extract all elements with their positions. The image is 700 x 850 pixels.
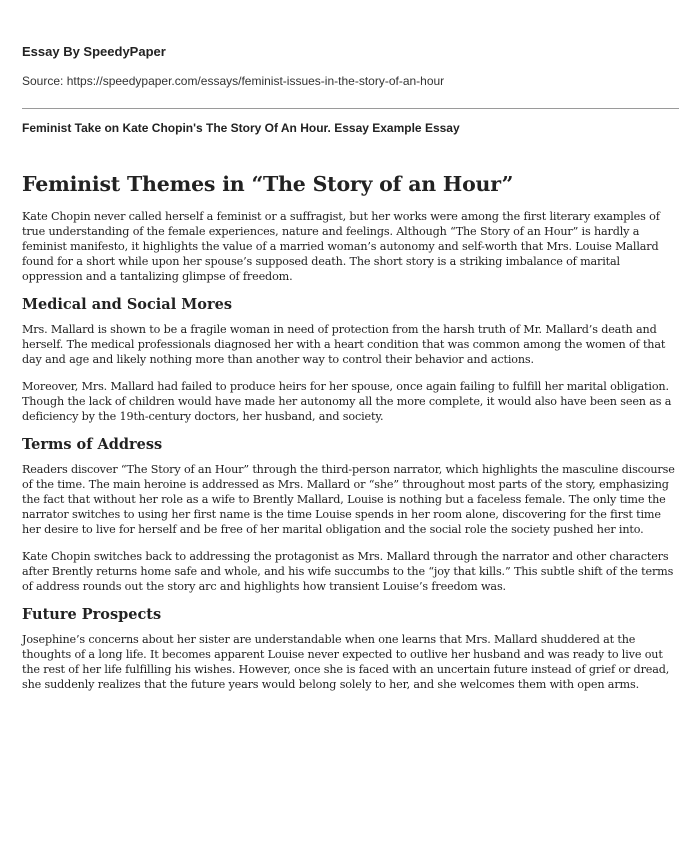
section-heading-future: Future Prospects: [22, 606, 162, 623]
article-body: [22, 172, 682, 704]
source-line: Source: https://speedypaper.com/essays/feminist-issues-in-the-story-of-an-hour: [22, 74, 445, 88]
intro-paragraph: Kate Chopin never called herself a feminist or a suffragist, but her works were among the first literary examples of true understanding of the female experiences, nature and feelings. Although “The Story of an Hour” is hardly a feminist manifesto, it highlights the value of a married woman’s autonomy and self-worth that Mrs. Louise Mallard found for a short while upon her spouse’s supposed death. The short story is a striking imbalance of marital oppression and a tantalizing glimpse of freedom.: [22, 210, 660, 283]
paragraph: Josephine’s concerns about her sister are understandable when one learns that Mrs. Mallard shuddered at the thoughts of a long life. It becomes apparent Louise never expected to outlive her husband and was ready to live out the rest of her life fulfilling his wishes. However, once she is faced with an uncertain future instead of grief or dread, she suddenly realizes that the future years would belong solely to her, and she welcomes them with open arms.: [22, 633, 670, 691]
document-title: Feminist Take on Kate Chopin's The Story Of An Hour. Essay Example Essay: [22, 121, 460, 135]
section-heading-terms: Terms of Address: [22, 436, 163, 453]
article-heading: Feminist Themes in “The Story of an Hour”: [22, 172, 514, 196]
header-title: Essay By SpeedyPaper: [22, 44, 166, 59]
divider: [22, 108, 679, 109]
paragraph: Moreover, Mrs. Mallard had failed to produce heirs for her spouse, once again failing to fulfill her marital obligation. Though the lack of children would have made her autonomy all the more complete, it would also have been seen as a deficiency by the 19th-century doctors, her husband, and society.: [22, 380, 672, 423]
paragraph: Readers discover “The Story of an Hour” through the third-person narrator, which highlights the masculine discourse of the time. The main heroine is addressed as Mrs. Mallard or “she” throughout most parts of the story, emphasizing the fact that without her role as a wife to Brently Mallard, Louise is nothing but a faceless female. The only time the narrator switches to using her first name is the time Louise spends in her room alone, discovering for the first time her desire to live for herself and be free of her marital obligation and the social role the society pushed her into.: [22, 463, 675, 536]
paragraph: Kate Chopin switches back to addressing the protagonist as Mrs. Mallard through the narrator and other characters after Brently returns home safe and whole, and his wife succumbs to the “joy that kills.” This subtle shift of the terms of address rounds out the story arc and highlights how transient Louise’s freedom was.: [22, 550, 674, 593]
section-heading-medical: Medical and Social Mores: [22, 296, 233, 313]
paragraph: Mrs. Mallard is shown to be a fragile woman in need of protection from the harsh truth of Mr. Mallard’s death and herself. The medical professionals diagnosed her with a heart condition that was common among the women of that day and age and likely nothing more than another way to control their behavior and actions.: [22, 323, 666, 366]
